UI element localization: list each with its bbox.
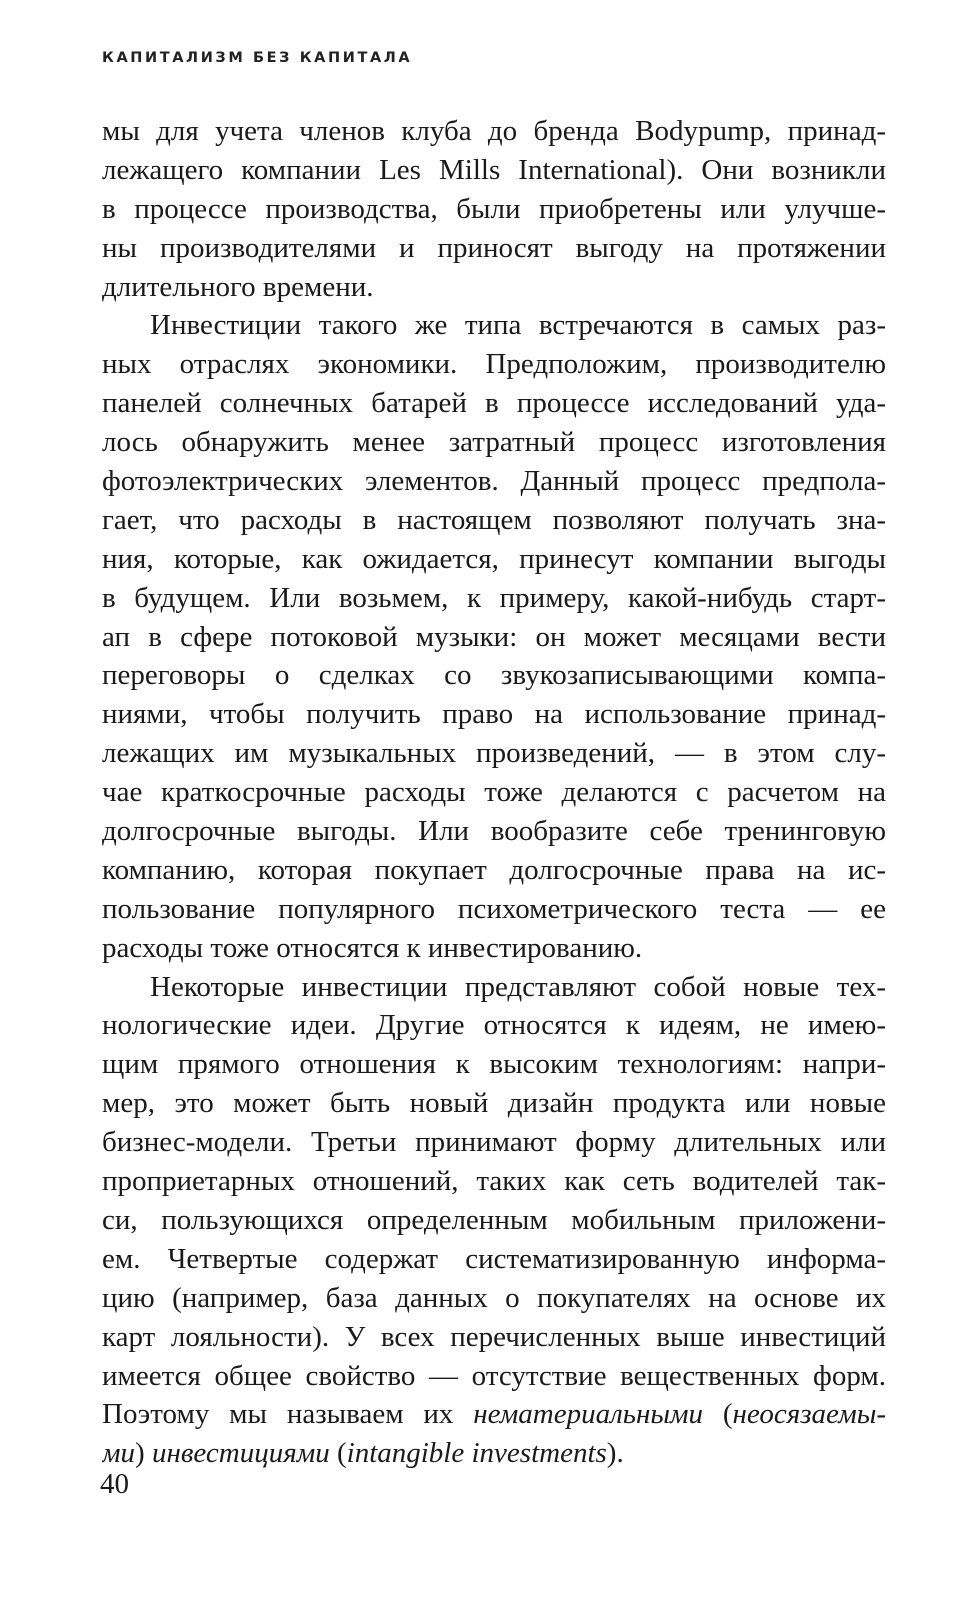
- paragraph-first-line: Некоторые инвестиции представляют собой новые тех-: [150, 970, 886, 1003]
- text-line: расходы тоже относятся к инвестированию.: [102, 931, 643, 964]
- text-line: нологические идеи. Другие относятся к идеям, не имею-: [102, 1009, 886, 1042]
- text-line: си, пользующихся определенным мобильным приложени-: [102, 1203, 886, 1236]
- text-line: мы для учета членов клуба до бренда Bodypump, принад-: [102, 115, 886, 147]
- text-line: ных отраслях экономики. Предположим, производителю: [102, 348, 886, 381]
- text-line: мер, это может быть новый дизайн продукта или новые: [102, 1087, 886, 1120]
- text-line: фотоэлектрических элементов. Данный процесс предпола-: [102, 465, 886, 498]
- text-line: лежащих им музыкальных произведений, — в этом слу-: [102, 737, 886, 770]
- page-number: 40: [100, 1468, 129, 1500]
- text-line: лось обнаружить менее затратный процесс изготовления: [102, 426, 886, 459]
- text-line: имеется общее свойство — отсутствие вещественных форм.: [102, 1359, 886, 1392]
- text-line: компанию, которая покупает долгосрочные права на ис-: [102, 853, 886, 886]
- italic-term: ми: [102, 1437, 136, 1470]
- text-line: ап в сфере потоковой музыки: он может месяцами вести: [102, 620, 886, 653]
- text-run: (: [329, 1437, 347, 1470]
- italic-term: неосязаемы-: [732, 1398, 886, 1431]
- text-line: проприетарных отношений, таких как сеть водителей так-: [102, 1165, 886, 1198]
- italic-term: нематериальными: [473, 1398, 703, 1431]
- text-line: чае краткосрочные расходы тоже делаются с расчетом на: [102, 776, 886, 809]
- text-line: панелей солнечных батарей в процессе исследований уда-: [102, 387, 886, 420]
- body-text: [102, 112, 886, 1473]
- text-line: пользование популярного психометрического теста — ее: [102, 892, 886, 925]
- text-line: ниями, чтобы получить право на использование принад-: [102, 698, 886, 731]
- text-line: переговоры о сделках со звукозаписывающими компа-: [102, 659, 886, 692]
- text-line: ны производителями и приносят выгоду на протяжении: [102, 231, 886, 264]
- text-line: в будущем. Или возьмем, к примеру, какой-нибудь старт-: [102, 581, 886, 614]
- text-run: (: [703, 1398, 733, 1431]
- text-line: ния, которые, как ожидается, принесут компании выгоды: [102, 542, 886, 575]
- text-run: Поэтому мы называем их: [102, 1398, 474, 1431]
- text-line-with-italics: [102, 1434, 886, 1473]
- text-run: ).: [606, 1437, 624, 1470]
- text-line: щим прямого отношения к высоким технологиям: напри-: [102, 1048, 886, 1081]
- text-line: лежащего компании Les Mills International). Они возникли: [102, 153, 886, 186]
- text-line: бизнес-модели. Третьи принимают форму длительных или: [102, 1126, 886, 1159]
- italic-term: инвестициями: [151, 1437, 330, 1470]
- text-line: карт лояльности). У всех перечисленных выше инвестиций: [102, 1320, 886, 1353]
- text-line-with-italics: [102, 1395, 886, 1434]
- text-line: ем. Четвертые содержат систематизированную информа-: [102, 1242, 886, 1275]
- text-line: гает, что расходы в настоящем позволяют получать зна-: [102, 503, 886, 536]
- text-line: цию (например, база данных о покупателях на основе их: [102, 1281, 886, 1314]
- text-line: долгосрочные выгоды. Или вообразите себе тренинговую: [102, 815, 886, 848]
- italic-term-english: intangible investments: [346, 1437, 607, 1470]
- running-title: КАПИТАЛИЗМ БЕЗ КАПИТАЛА: [102, 50, 413, 66]
- paragraph-first-line: Инвестиции такого же типа встречаются в самых раз-: [150, 309, 886, 342]
- text-run: ): [135, 1437, 152, 1470]
- text-line: длительного времени.: [102, 270, 374, 303]
- text-line: в процессе производства, были приобретены или улучше-: [102, 192, 886, 225]
